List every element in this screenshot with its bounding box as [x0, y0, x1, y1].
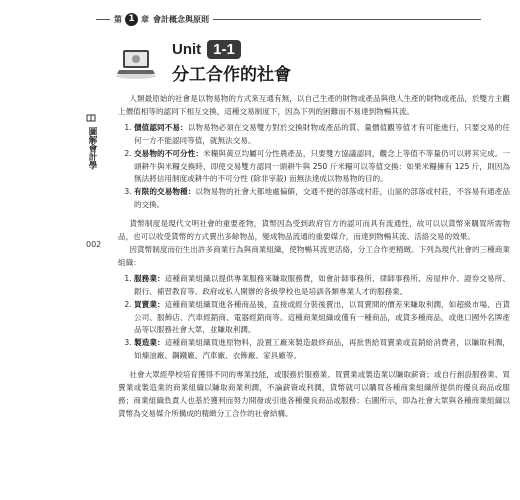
list-item — [134, 148, 510, 187]
chapter-prefix: 第 — [114, 14, 122, 24]
paragraph: 因貨幣制度而衍生出許多商業行為與商業組織，使物暢其流更活絡，分工合作更精緻。下列為現代社會的三種商業組織： — [118, 244, 510, 267]
chapter-suffix: 章 — [141, 14, 149, 24]
list-item-text: 以物易物必須在交易雙方對於交換財物或產品的質、量價值觀等值才有可能進行，只要交易的任何一方不能認同等值，就無法交易。 — [134, 122, 511, 145]
list-item-term: 買賣業： — [134, 299, 165, 309]
list-item — [134, 337, 510, 363]
chapter-title: 會計概念與原則 — [153, 14, 209, 24]
difficulty-list — [118, 122, 510, 212]
list-item-text: 以物易物的社會大都地處偏僻，交通不便的部落或村莊，山區的部落或村莊，不容易有通產品的交換。 — [134, 187, 511, 210]
list-item-term: 交易物的不可分性： — [134, 148, 204, 158]
body-text — [118, 93, 510, 421]
laptop-icon — [114, 46, 158, 80]
book-title: 圖解會計學 — [87, 127, 97, 170]
list-item-term: 服務業： — [134, 273, 165, 283]
list-item — [134, 122, 510, 148]
unit-word: Unit — [172, 41, 202, 58]
list-item-text: 這種商業組織買進各種商品後，直接或經分裝後賣出，以買賣間的價差來賺取利潤，如超級市場、百貨公司、服飾店、汽車經銷商、電器經銷商等。這種商業組織或僅有一種商品，或貨多種商品，或進口國外名牌產品等以服務社會大眾，並賺取利潤。 — [134, 299, 510, 335]
unit-title: 分工合作的社會 — [172, 65, 291, 85]
list-item — [134, 186, 510, 212]
list-item-term: 有限的交易物種： — [134, 187, 196, 197]
intro-paragraph: 人類最原始的社會是以物易物的方式來互通有無，以自己生產的財物或產品與他人生產的財物或產品，於雙方主觀上價值相等的認同下相互交換，這種交易制度下，因為下列的困難而不易達到物暢其流。 — [118, 94, 510, 116]
list-item — [134, 299, 510, 338]
page-number: 002 — [86, 240, 102, 249]
list-item-term: 價值認同不易： — [134, 122, 188, 132]
list-item-term: 製造業： — [134, 338, 165, 348]
book-icon — [86, 113, 96, 123]
list-item-text: 米糧與黃豆均屬可分性農產品，只要雙方協議認同，觀念上等值不等量仍可以將其完成。一頭耕牛與米糧交換時，即使交易雙方認同一頭耕牛與 250 斤米糧可以等值交換：如果米糧擁有 125 斤，則因為無法將信用制度或耕牛的不可分性 (除非宰殺) 而無法達成以物易物的目的。 — [134, 148, 510, 184]
list-item-text: 這種商業組織以提供專業服務來賺取服務費，如會計師事務所、律師事務所、房屋仲介、證券交易所、銀行、補習教育等。政府或私人開辦的各級學校也是培訓各類專業人才的服務業。 — [134, 273, 510, 296]
paragraph: 貨幣制度是現代文明社會的重要產物，貨幣因為受到政府官方的認可而具有流通性，故可以以貨幣來購買所需物品，也可以收受貨幣的方式賣出多餘物品，變成物品流通的重要媒介，而達到物暢其流、活絡交易的效果。 — [118, 219, 510, 242]
chapter-header — [110, 12, 213, 26]
organization-list — [118, 273, 510, 363]
chapter-number-badge: 1 — [125, 13, 138, 26]
list-item — [134, 273, 510, 299]
unit-number-badge: 1-1 — [207, 40, 241, 59]
unit-label — [172, 40, 241, 59]
list-item-text: 這種商業組織買進原物料，設置工廠來製造最終商品，再批售給買賣業或直銷給消費者，以賺取利潤，如煉油廠、鋼鐵廠、汽車廠、衣飾廠、家具廠等。 — [134, 338, 510, 361]
paragraph: 社會大眾經學校培育獲得不同的專業技能，或服務於服務業、買賣業或製造業以賺取薪資；或自行創設服務業、買賣業或製造業的商業組織以賺取商業利潤，不論薪資或利潤，貨幣就可以購買各種商業組織所提供的優良商品或服務；商業組織負責人也基於獲利而努力開發或引進各種優良商品或服務；右圖所示，即為社會大眾與各種商業組織以貨幣為交易媒介所構成的精緻分工合作的社會結構。 — [118, 370, 510, 418]
